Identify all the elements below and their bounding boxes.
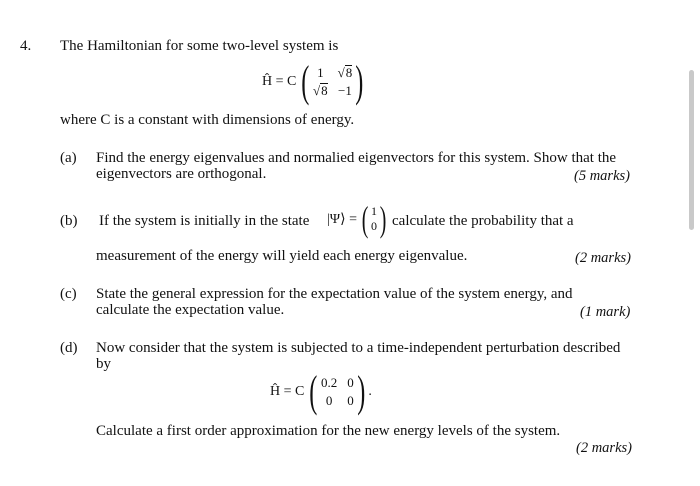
part-d-marks: (2 marks) (576, 440, 632, 456)
vertical-scrollbar[interactable] (689, 70, 694, 230)
perturbation-lhs: Ĥ = C (270, 384, 305, 399)
vector-entry: 1 (371, 204, 377, 218)
matrix-entry: 0 (325, 393, 333, 408)
matrix-entry: 0.2 (321, 375, 338, 390)
right-paren: ) (355, 57, 364, 106)
part-d-line3: Calculate a first order approximation for the new energy levels of the system. (96, 423, 561, 439)
part-a-label: (a) (60, 150, 77, 166)
matrix-entry-sqrt: √ 8 (337, 65, 353, 80)
part-b-label: (b) (60, 213, 78, 229)
vector-entry: 0 (371, 219, 377, 233)
part-b-marks: (2 marks) (575, 250, 631, 266)
part-b-pre: If the system is initially in the state (99, 213, 310, 229)
right-paren: ) (379, 199, 387, 239)
matrix-entry: 0 (347, 393, 354, 408)
part-c-line1: State the general expression for the expectation value of the system energy, and (96, 286, 573, 302)
part-c-label: (c) (60, 286, 77, 302)
constant-description: where C is a constant with dimensions of energy. (60, 112, 355, 128)
part-a-line1: Find the energy eigenvalues and normalied eigenvectors for this system. Show that the (96, 150, 617, 166)
hamiltonian-equation (262, 57, 367, 106)
part-b-line2: measurement of the energy will yield each energy eigenvalue. (96, 248, 468, 264)
left-paren: ( (301, 57, 310, 106)
part-a-marks: (5 marks) (574, 168, 630, 184)
question-intro: The Hamiltonian for some two-level system is (60, 38, 339, 54)
hamiltonian-lhs: Ĥ = C (262, 74, 297, 89)
perturbation-matrix (321, 375, 354, 409)
right-paren: ) (357, 367, 366, 416)
matrix-entry-sqrt: √ 8 (313, 83, 328, 98)
question-number: 4. (20, 38, 32, 54)
left-paren: ( (361, 199, 369, 239)
part-a-line2: eigenvectors are orthogonal. (96, 166, 267, 182)
state-vector (371, 204, 377, 234)
part-b-post: calculate the probability that a (392, 213, 574, 229)
state-ket: |Ψ⟩ = (327, 211, 357, 227)
perturbation-equation (270, 367, 372, 416)
part-d-line2: by (96, 356, 111, 372)
matrix-entry: −1 (338, 83, 352, 98)
part-c-line2: calculate the expectation value. (96, 302, 285, 318)
part-c-marks: (1 mark) (580, 304, 631, 320)
equation-period: . (368, 384, 372, 399)
left-paren: ( (309, 367, 318, 416)
part-d-label: (d) (60, 340, 78, 356)
part-d-line1: Now consider that the system is subjected to a time-independent perturbation described (96, 340, 621, 356)
matrix-entry: 0 (347, 375, 354, 390)
state-vector-equation (327, 199, 389, 239)
hamiltonian-matrix (313, 65, 352, 99)
matrix-entry: 1 (317, 65, 324, 80)
